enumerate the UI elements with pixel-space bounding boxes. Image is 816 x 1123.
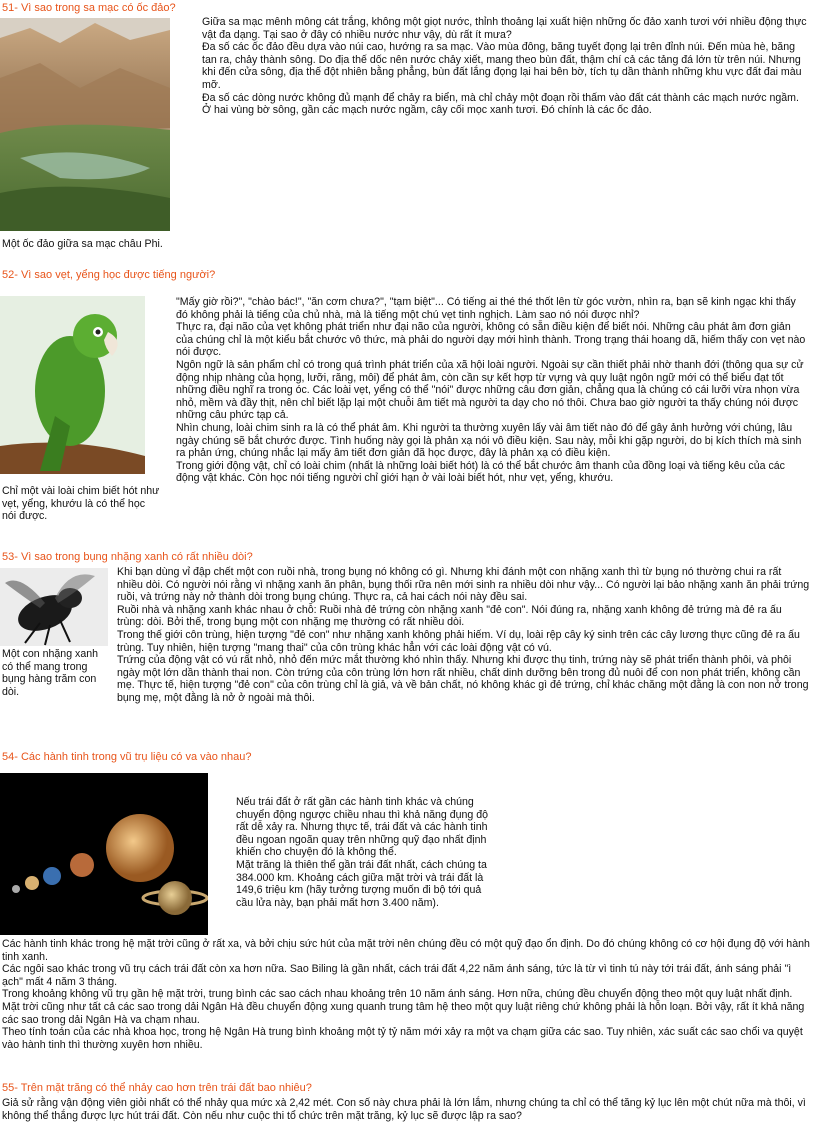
paragraph: Trong khoảng không vũ trụ gần hệ mặt trời, trung bình các sao cách nhau khoảng trên 10 năm ánh sáng. Hơn nữa, chúng đều chuyển động theo một quy luật nhất định. Mặt trời cũng như tất cả các sao trong dải Ngân Hà đều chuyển động xung quanh trung tâm hệ theo một quy luật riêng chứ không phải là hỗn loạn. Bởi vậy, rất ít khả năng các sao trong dải Ngân Hà va chạm nhau. (2, 988, 805, 1026)
oasis-photo (0, 18, 170, 231)
paragraph: Trong giới động vật, chỉ có loài chim (nhất là những loài biết hót) là có thể bắt chước âm thanh của đồng loại và tiếng kêu của các động vật khác. Còn học nói tiếng người chỉ giới hạn ở vài loài biết hót, như vẹt, yểng, khướu. (176, 459, 785, 485)
section-54-body (2, 938, 810, 1051)
section-52-heading: 52- Vì sao vẹt, yểng học được tiếng người? (2, 269, 216, 281)
paragraph: Trong thế giới côn trùng, hiện tượng "đẻ con" như nhặng xanh không phải hiếm. Ví dụ, loài rệp cây ký sinh trên các cây lương thực cũng đẻ ra ấu trùng. Tuy nhiên, hiện tượng "mang thai" của côn trùng khác hẳn với các loài động vật có vú. (117, 628, 800, 654)
paragraph: Thực ra, đại não của vẹt không phát triển như đại não của người, không có sẵn điều kiện để biết nói. Những câu phát âm đơn giản của chúng chỉ là một kiểu bắt chước vô thức, mà phải do người dạy mới hình thành. Trong trạng thái hoang dã, hiếm thấy con vẹt nào nói được. (176, 321, 806, 359)
paragraph: "Mấy giờ rồi?", "chào bác!", "ăn cơm chưa?", "tạm biệt"... Có tiếng ai thé thé thốt lên từ góc vườn, nhìn ra, bạn sẽ kinh ngạc khi thấy đó không phải là tiếng của chủ nhà, mà là tiếng một chú vẹt tinh nghịch. Làm sao nó nói được nhỉ? (176, 296, 796, 321)
oasis-caption: Một ốc đảo giữa sa mạc châu Phi. (2, 238, 163, 250)
paragraph: Nếu trái đất ở rất gần các hành tinh khác và chúng chuyển động ngược chiều nhau thì khả năng đụng độ rất dễ xảy ra. Nhưng thực tế, trái đất và các hành tinh đều ngoan ngoãn quay trên những quỹ đạo nhất định khiến cho chuyện đó là không thể. (236, 796, 489, 859)
paragraph: Các hành tinh khác trong hệ mặt trời cũng ở rất xa, và bởi chịu sức hút của mặt trời nên chúng đều có một quỹ đạo ổn định. Do đó chúng không có cơ hội đụng độ với hành tinh xanh. (2, 938, 810, 963)
section-55-body (2, 1097, 810, 1122)
paragraph: Khi bạn dùng vỉ đập chết một con ruồi nhà, trong bụng nó không có gì. Nhưng khi đánh một con nhặng xanh thì từ bụng nó thường chui ra rất nhiều dòi. Có người nói rằng vì nhặng xanh ăn phân, bụng thối rữa nên mới sinh ra nhiều dòi như vậy... Có người lại bảo nhặng xanh ăn phải trứng ruồi, và trứng này nở thành dòi trong bụng chúng. Thực ra, cả hai cách nói này đều sai. (117, 566, 810, 604)
paragraph: Trứng của động vật có vú rất nhỏ, nhỏ đến mức mắt thường khó nhìn thấy. Nhưng khi được thụ tinh, trứng này sẽ phát triển thành phôi, và phôi ngày một lớn dần thành thai non. Còn trứng của côn trùng lớn hơn rất nhiều, chất dinh dưỡng bên trong đủ nuôi để con non phát triển, không cần mẹ. Thực tế, hiện tượng "đẻ con" của côn trùng chỉ là giả, và về bản chất, nó không khác gì đẻ trứng, chỉ khác chăng một đằng là con non nở trong bụng mẹ, một đằng là nở ở ngoài mà thôi. (117, 654, 809, 704)
fly-caption: Một con nhặng xanh có thể mang trong bụng hàng trăm con dòi. (2, 648, 99, 698)
parrot-photo (0, 296, 145, 474)
section-53-body (117, 566, 810, 705)
fly-photo (0, 568, 108, 646)
paragraph: Mặt trăng là thiên thể gần trái đất nhất, cách chúng ta 384.000 km. Khoảng cách giữa mặt trời và trái đất là 149,6 triệu km (hãy tưởng tượng muốn đi bộ tới quả cầu lửa này, bạn phải mất hơn 3.400 năm). (236, 858, 487, 909)
paragraph: Giữa sa mạc mênh mông cát trắng, không một giọt nước, thỉnh thoảng lại xuất hiện những ốc đảo xanh tươi với nhiều động thực vật đa dạng. Tại sao ở đây có nhiều nước như vậy, dù rất ít mưa? (202, 16, 807, 41)
section-54-heading: 54- Các hành tinh trong vũ trụ liệu có va vào nhau? (2, 751, 252, 763)
paragraph: Đa số các ốc đảo đều dựa vào núi cao, hướng ra sa mạc. Vào mùa đông, băng tuyết đọng lại trên đỉnh núi. Đến mùa hè, băng tan ra, chảy thành sông. Do địa thế dốc nên nước chảy xiết, mang theo bùn đất, thậm chí cả các tảng đá lớn từ trên núi. Nhưng khi đến cửa sông, địa thế đột nhiên bằng phẳng, bùn đất lắng đọng lại hai bên bờ, tích tụ dần thành những khu vực đất đai màu mỡ. (202, 41, 802, 91)
paragraph: Ngôn ngữ là sản phẩm chỉ có trong quá trình phát triển của xã hội loài người. Ngoài sự cần thiết phải nhờ thanh đới (thông qua sự cử động nhịp nhàng của họng, lưỡi, răng, môi) để phát âm, còn cần sự kết hợp từ vựng và quy luật ngôn ngữ mới có thể biểu đạt tốt những điều nghĩ ra trong óc. Các loài vẹt, yểng có thể "nói" được những câu đơn giản, chẳng qua là chúng có cái lưỡi vừa nhọn vừa nhỏ, mềm và đầy thịt, nên chỉ biết lặp lại một chuỗi âm tiết mà người ta dạy cho nó thôi. Chưa bao giờ người ta thấy chúng nói được những câu phức tạp cả. (176, 358, 804, 422)
paragraph: Nhìn chung, loài chim sinh ra là có thể phát âm. Khi người ta thường xuyên lấy vài âm tiết nào đó để gây ảnh hưởng với chúng, lâu ngày chúng sẽ bắt chước được. Tình huống này gọi là phản xạ nói vô điều kiện. Sau này, mỗi khi gặp người, do bị kích thích mà sinh ra phản ứng, chúng nhắc lại mấy âm tiết đơn giản đã học được, đây là phản xạ có điều kiện. (176, 421, 802, 460)
section-53-heading: 53- Vì sao trong bụng nhặng xanh có rất nhiều dòi? (2, 551, 253, 563)
section-51-body (202, 16, 810, 117)
parrot-caption: Chỉ một vài loài chim biết hót như vẹt, yểng, khướu là có thể học nói được. (2, 485, 160, 523)
paragraph: Đa số các dòng nước không đủ mạnh để chảy ra biển, mà chỉ chảy một đoạn rồi thấm vào đất cát thành các mạch nước ngầm. Ở hai vùng bờ sông, gần các mạch nước ngầm, cây cối mọc xanh tươi. Đó chính là các ốc đảo. (202, 91, 799, 117)
planets-photo (0, 773, 208, 935)
paragraph: Giả sử rằng vận động viên giỏi nhất có thể nhảy qua mức xà 2,42 mét. Con số này chưa phải là lớn lắm, nhưng chúng ta chỉ có thể tăng kỷ lục lên một chút nữa mà thôi, vì không thể thắng được lực hút trái đất. Còn nếu như cuộc thi tổ chức trên mặt trăng, kỷ lục sẽ được lập ra sao? (2, 1097, 806, 1122)
section-52-body (176, 296, 810, 485)
paragraph: Theo tính toán của các nhà khoa học, trong hệ Ngân Hà trung bình khoảng một tỷ tỷ năm mới xảy ra một va chạm giữa các sao. Tuy nhiên, xác suất các sao chổi va quyệt vào hành tinh thì thường xuyên hơn nhiều. (2, 1026, 803, 1051)
section-55-heading: 55- Trên mặt trăng có thể nhảy cao hơn trên trái đất bao nhiêu? (2, 1082, 312, 1094)
section-54-side-text (236, 796, 494, 909)
section-51-heading: 51- Vì sao trong sa mạc có ốc đảo? (2, 2, 176, 14)
paragraph: Ruồi nhà và nhặng xanh khác nhau ở chỗ: Ruồi nhà đẻ trứng còn nhặng xanh "đẻ con". Nói đúng ra, nhặng xanh không đẻ trứng mà đẻ ra ấu trùng: dòi. Bởi thế, trong bụng một con nhặng mẹ thường có rất nhiều dòi. (117, 603, 782, 629)
paragraph: Các ngôi sao khác trong vũ trụ cách trái đất còn xa hơn nữa. Sao Biling là gần nhất, cách trái đất 4,22 năm ánh sáng, tức là từ vì tinh tú này tới trái đất, ánh sáng phải "ì ạch" mất 4 năm 3 tháng. (2, 963, 792, 988)
